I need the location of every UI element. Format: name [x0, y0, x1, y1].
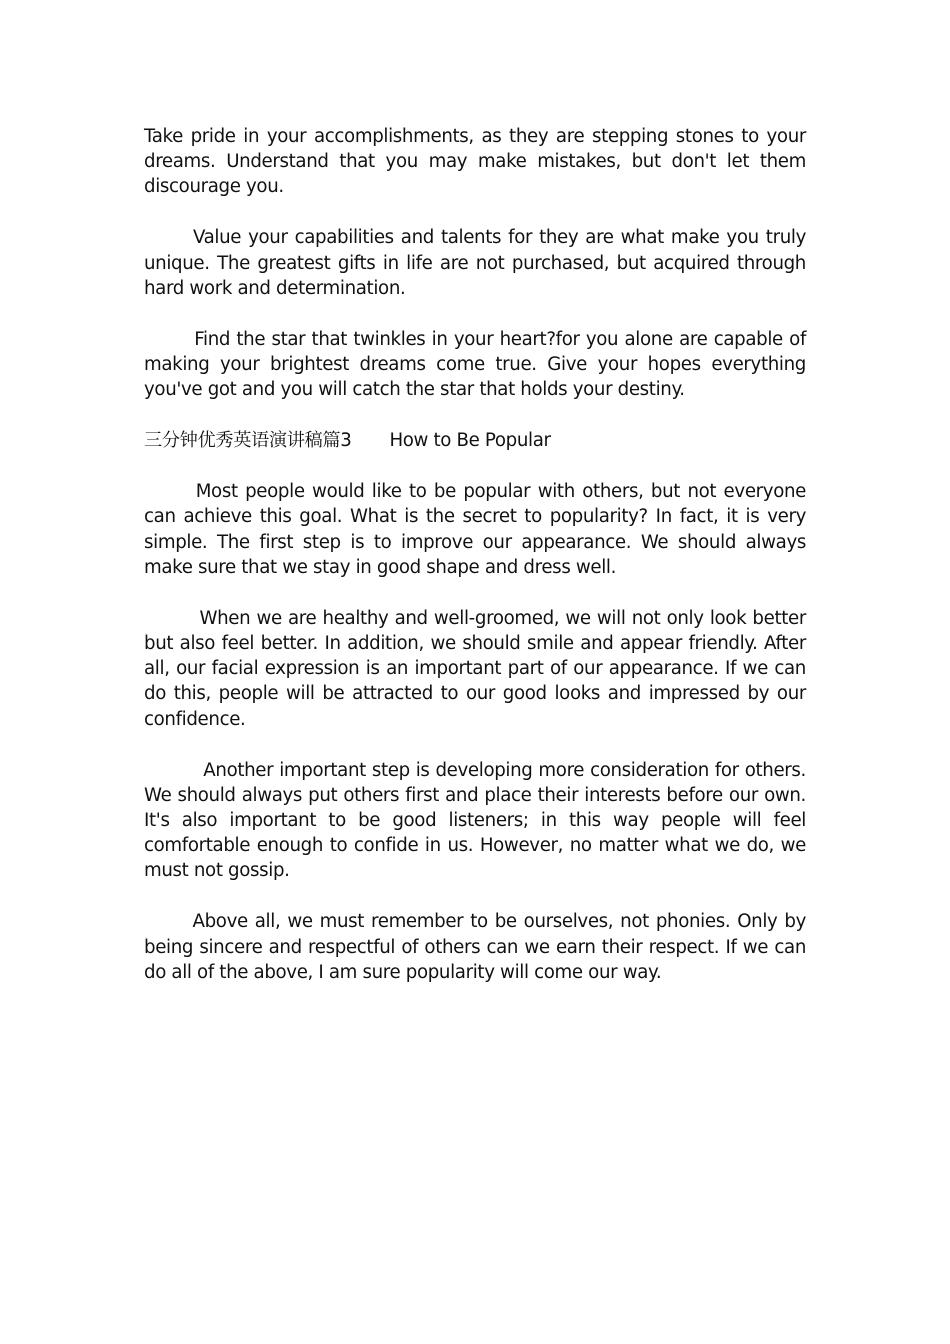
section-heading-title: How to Be Popular	[389, 430, 551, 452]
document-body	[144, 124, 812, 1011]
paragraph-consideration: Another important step is developing more consideration for others. We should always put others first and place their interests before our own. It's also important to be good listeners; in this way people will feel comfortable enough to confide in us. However, no matter what we do, we must not gossip.	[144, 759, 812, 882]
section-heading-label: 三分钟优秀英语演讲稿篇3	[144, 430, 352, 452]
paragraph-popularity-intro: Most people would like to be popular with others, but not everyone can achieve this goal. What is the secret to popularity? In fact, it is very simple. The first step is to improve our appearance. We should always make sure that we stay in good shape and dress well.	[144, 481, 812, 578]
paragraph-star: Find the star that twinkles in your heart?for you alone are capable of making your brightest dreams come true. Give your hopes everything you've got and you will catch the star that holds your destiny.	[144, 328, 812, 401]
paragraph-well-groomed: When we are healthy and well-groomed, we will not only look better but also feel better. In addition, we should smile and appear friendly. After all, our facial expression is an important part of our appearance. If we can do this, people will be attracted to our good looks and impressed by our confidence.	[144, 607, 812, 730]
section-heading	[144, 428, 806, 453]
paragraph-capabilities: Value your capabilities and talents for they are what make you truly unique. The greatest gifts in life are not purchased, but acquired through hard work and determination.	[144, 227, 812, 299]
paragraph-accomplishments: Take pride in your accomplishments, as they are stepping stones to your dreams. Understand that you may make mistakes, but don't let them discourage you.	[144, 126, 812, 198]
paragraph-be-ourselves: Above all, we must remember to be ourselves, not phonies. Only by being sincere and respectful of others can we earn their respect. If we can do all of the above, I am sure popularity will come our way.	[144, 911, 812, 983]
